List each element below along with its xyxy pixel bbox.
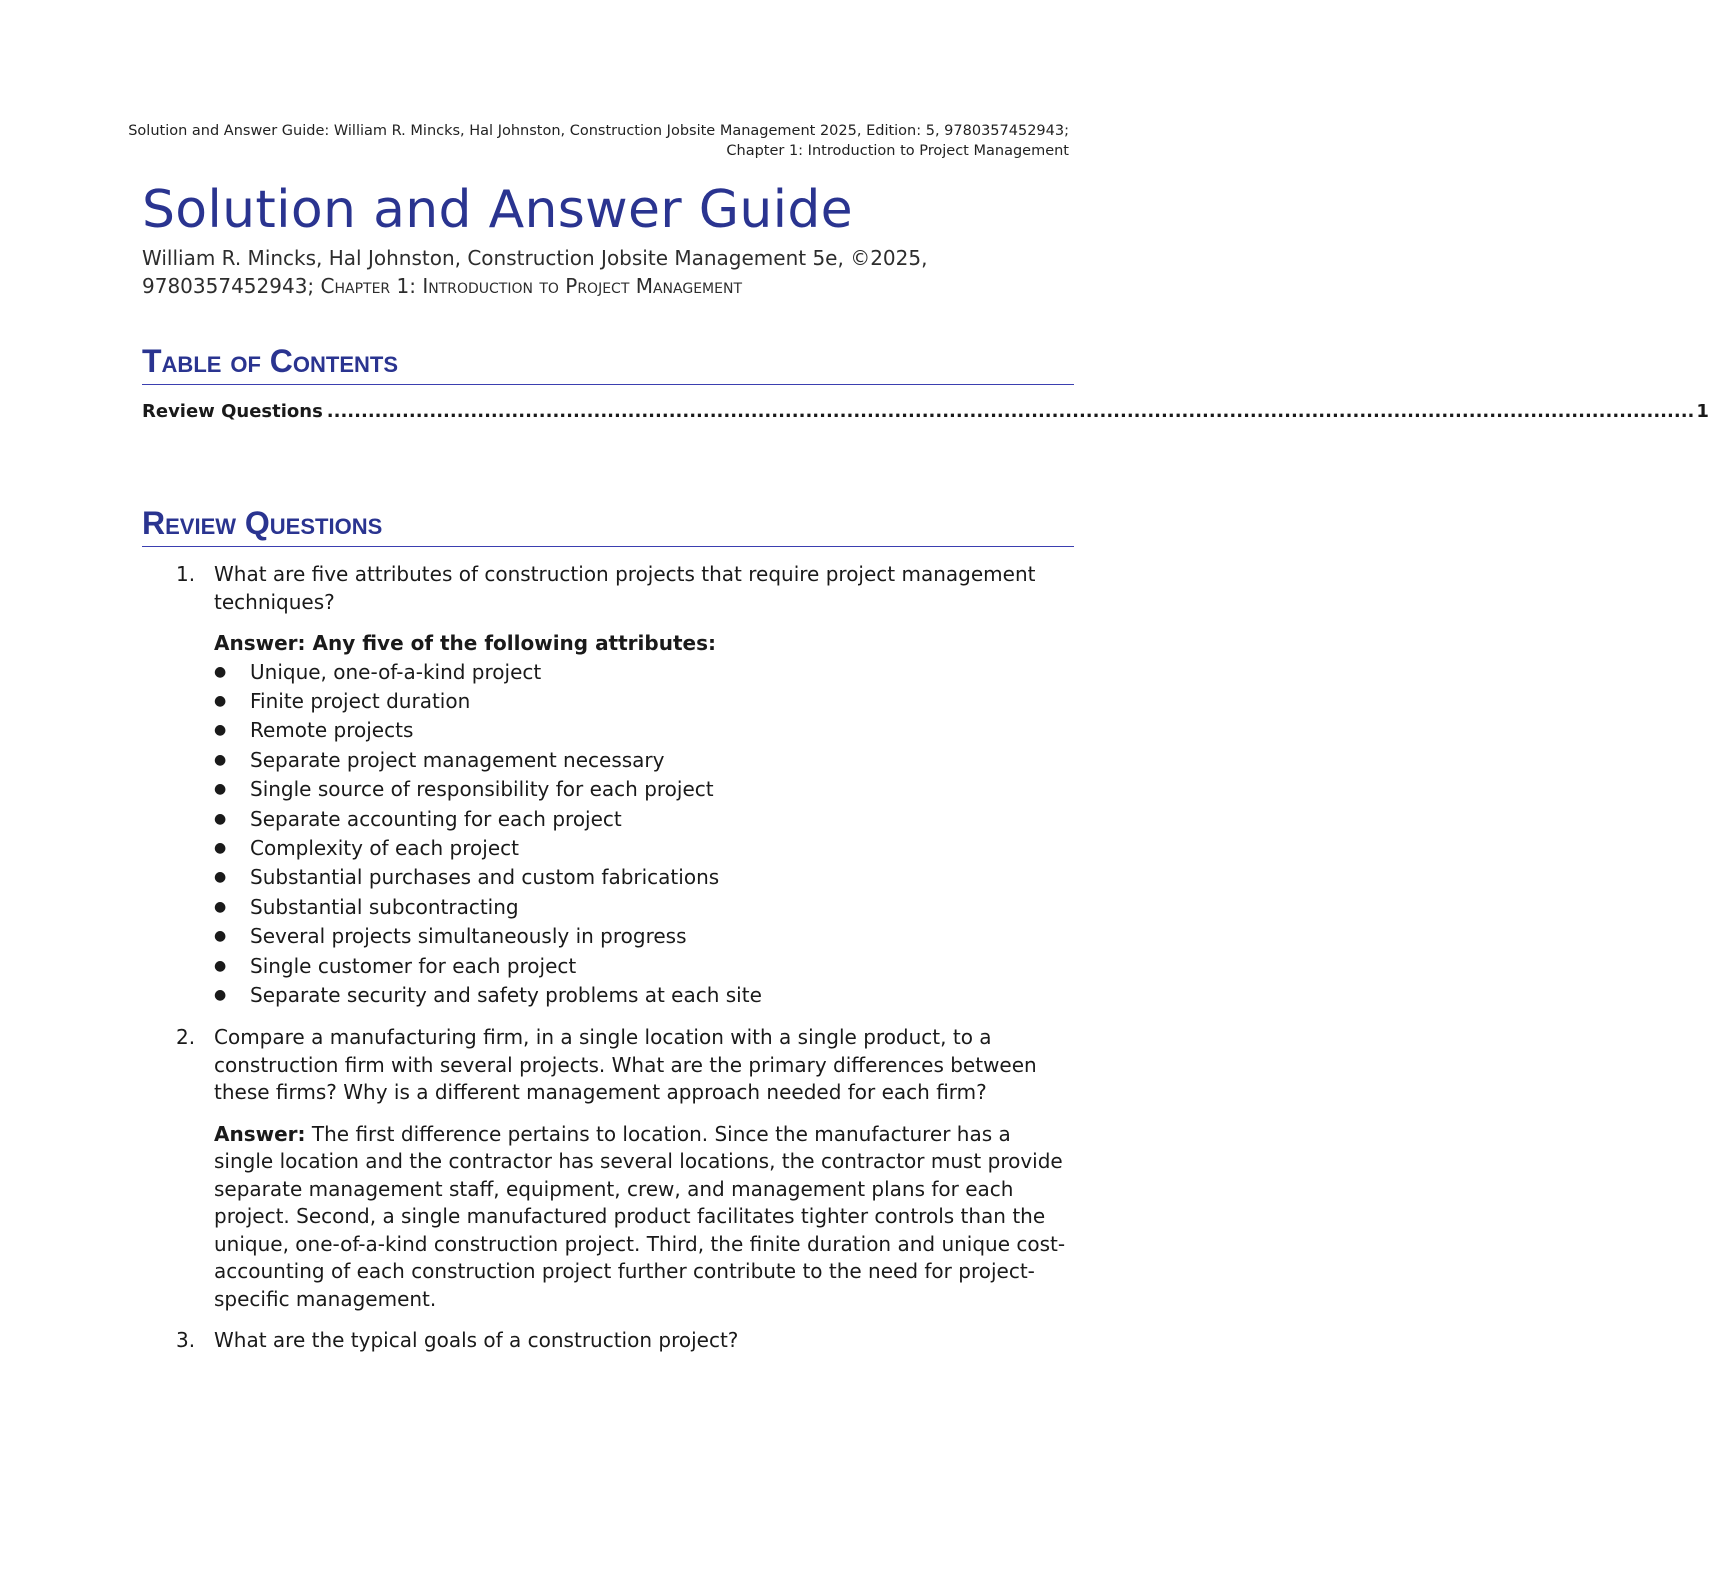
toc-leader-dots: ........................................................................................................................................................................................................ <box>326 401 1695 422</box>
bullet-icon: ● <box>214 751 227 768</box>
bullet-text: Substantial purchases and custom fabrications <box>250 865 720 890</box>
answer-bullet-item <box>214 863 1074 892</box>
toc-entry-page: 1 <box>1696 401 1709 422</box>
answer-text: The first difference pertains to location. Since the manufacturer has a single location and the contractor has several locations, the contractor must provide separate management staff, equipment, crew, and management plans for each project. Second, a single manufactured product facilitates tighter controls than the unique, one-of-a-kind construction project. Third, the finite duration and unique cost-accounting of each construction project further contribute to the need for project-specific management. <box>214 1121 1066 1311</box>
answer-bullet-item <box>214 658 1074 687</box>
answer-bullet-item <box>214 805 1074 834</box>
bullet-icon: ● <box>214 839 227 856</box>
running-header <box>56 121 1069 161</box>
answer-bullet-item <box>214 746 1074 775</box>
subtitle-line-1: William R. Mincks, Hal Johnston, Construction Jobsite Management 5e, ©2025, <box>142 246 928 270</box>
answer-bullet-item <box>214 893 1074 922</box>
bullet-icon: ● <box>214 869 227 886</box>
bullet-icon: ● <box>214 957 227 974</box>
answer-bullet-item <box>214 687 1074 716</box>
bullet-text: Substantial subcontracting <box>250 894 519 919</box>
running-header-line-1: Solution and Answer Guide: William R. Mincks, Hal Johnston, Construction Jobsite Management 2025, Edition: 5, 9780357452943; <box>128 123 1069 139</box>
subtitle-chapter: Chapter 1: Introduction to Project Management <box>320 274 743 298</box>
bullet-icon: ● <box>214 781 227 798</box>
question-item <box>142 1024 1074 1313</box>
toc-entry[interactable] <box>142 401 1709 422</box>
answer-bullet-item <box>214 981 1074 1010</box>
answer-label: Answer: <box>214 1121 306 1146</box>
question-text: What are the typical goals of a construction project? <box>214 1328 739 1353</box>
bullet-text: Remote projects <box>250 718 414 743</box>
document-title: Solution and Answer Guide <box>142 180 853 240</box>
bullet-text: Finite project duration <box>250 688 471 713</box>
question-number: 3. <box>176 1328 196 1353</box>
toc-list <box>142 401 1709 422</box>
question-text: Compare a manufacturing firm, in a single location with a single product, to a construction firm with several projects. What are the primary differences between these firms? Why is a different management approach needed for each firm? <box>214 1025 1037 1105</box>
answer-label: Answer: Any five of the following attributes: <box>214 631 716 655</box>
bullet-text: Single customer for each project <box>250 953 577 978</box>
question-number: 2. <box>176 1025 196 1050</box>
questions-list <box>142 561 1074 1355</box>
question-item <box>142 1327 1074 1355</box>
bullet-text: Separate project management necessary <box>250 747 665 772</box>
answer-bullet-item <box>214 834 1074 863</box>
bullet-text: Single source of responsibility for each project <box>250 777 714 802</box>
subtitle-isbn: 9780357452943; <box>142 274 321 298</box>
bullet-icon: ● <box>214 663 227 680</box>
answer-block <box>214 1121 1074 1314</box>
running-header-line-2: Chapter 1: Introduction to Project Management <box>726 143 1069 159</box>
review-questions-heading: Review Questions <box>142 504 1074 547</box>
bullet-text: Separate accounting for each project <box>250 806 622 831</box>
question-item <box>142 561 1074 1010</box>
bullet-text: Complexity of each project <box>250 835 519 860</box>
bullet-text: Unique, one-of-a-kind project <box>250 659 542 684</box>
bullet-icon: ● <box>214 810 227 827</box>
question-text: What are five attributes of construction projects that require project management techniques? <box>214 562 1036 614</box>
bullet-text: Separate security and safety problems at each site <box>250 982 762 1007</box>
document-body <box>142 178 1709 1369</box>
bullet-icon: ● <box>214 692 227 709</box>
answer-bullet-item <box>214 922 1074 951</box>
bullet-icon: ● <box>214 898 227 915</box>
answer-bullet-item <box>214 775 1074 804</box>
toc-heading: Table of Contents <box>142 342 1074 385</box>
answer-block <box>214 630 1074 658</box>
answer-bullet-item <box>214 952 1074 981</box>
toc-entry-label: Review Questions <box>142 401 323 422</box>
answer-bullet-list <box>214 658 1074 1011</box>
bullet-icon: ● <box>214 928 227 945</box>
bullet-text: Several projects simultaneously in progress <box>250 924 687 949</box>
bullet-icon: ● <box>214 986 227 1003</box>
bullet-icon: ● <box>214 722 227 739</box>
question-number: 1. <box>176 562 196 586</box>
answer-bullet-item <box>214 716 1074 745</box>
document-subtitle <box>142 244 1074 300</box>
